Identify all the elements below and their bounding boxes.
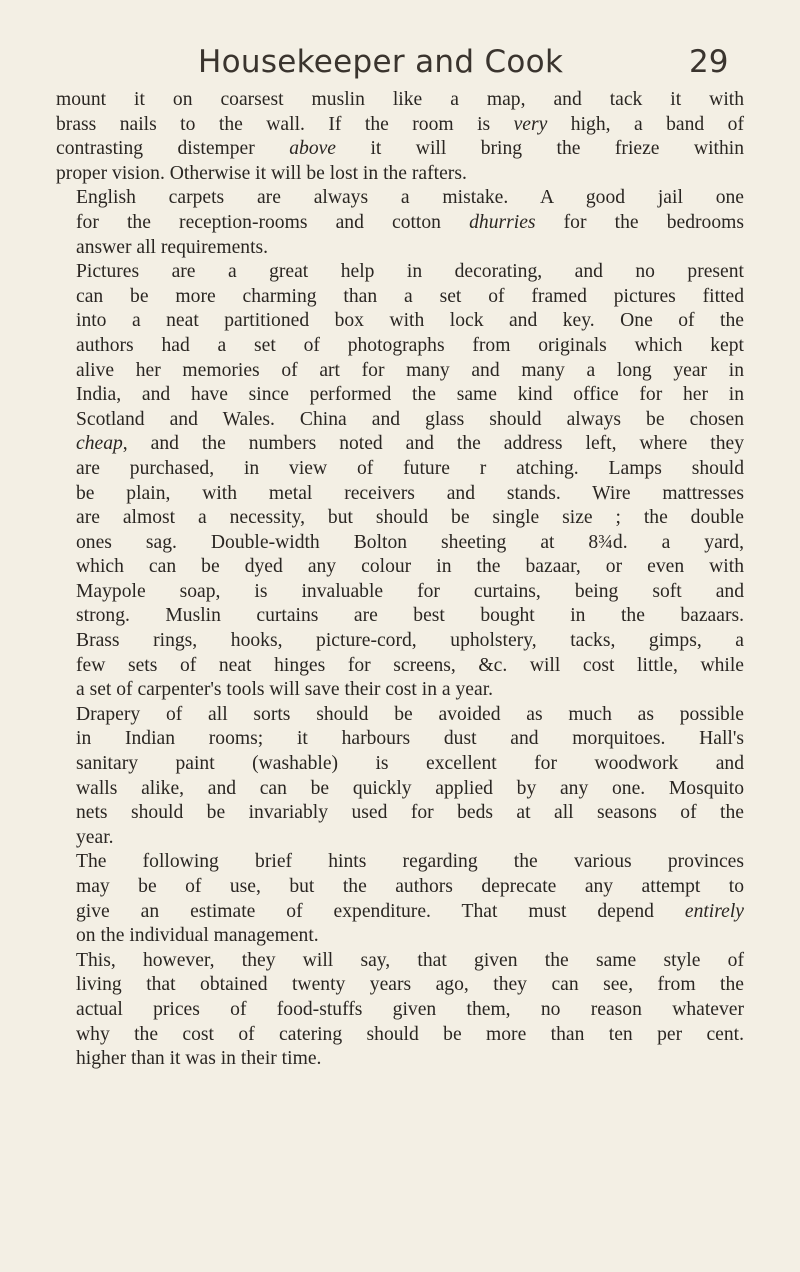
- text-line: alive her memories of art for many and many a long year in: [76, 359, 744, 381]
- text-line: mount it on coarsest muslin like a map, and tack it with: [56, 89, 744, 110]
- text-line: The following brief hints regarding the various provinces: [76, 851, 744, 873]
- text-line: may be of use, but the authors deprecate any attempt to: [76, 876, 744, 897]
- text-line: few sets of neat hinges for screens, &c. will cost little, while: [76, 654, 744, 676]
- text-line: are purchased, in view of future r atching. Lamps should: [76, 457, 744, 479]
- paragraph-provinces: [56, 850, 744, 948]
- text-line: why the cost of catering should be more than ten per cent.: [76, 1023, 744, 1045]
- running-title: Housekeeper and Cook: [198, 44, 564, 80]
- text-line: a set of carpenter's tools will save their cost in a year.: [76, 679, 494, 701]
- text-line: which can be dyed any colour in the bazaar, or even with: [76, 556, 744, 578]
- text-line: can be more charming than a set of framed pictures fitted: [76, 285, 744, 307]
- text-line: brass nails to the wall. If the room is very high, a band of: [56, 113, 744, 135]
- paragraph-carpet-hanging: [56, 88, 744, 186]
- text-line: authors had a set of photographs from originals which kept: [76, 334, 744, 356]
- text-line: strong. Muslin curtains are best bought in the bazaars.: [76, 605, 744, 627]
- text-line: on the individual management.: [76, 925, 319, 947]
- page-number: 29: [689, 44, 729, 80]
- text-line: This, however, they will say, that given the same style of: [76, 949, 744, 971]
- text-line: are almost a necessity, but should be single size ; the double: [76, 507, 744, 529]
- text-line: proper vision. Otherwise it will be lost in the rafters.: [56, 162, 467, 184]
- text-line: Brass rings, hooks, picture-cord, upholstery, tacks, gimps, a: [76, 630, 744, 652]
- text-line: walls alike, and can be quickly applied by any one. Mosquito: [76, 777, 744, 799]
- text-line: Scotland and Wales. China and glass should always be chosen: [76, 408, 744, 430]
- text-line: sanitary paint (washable) is excellent for woodwork and: [76, 753, 744, 775]
- text-line: living that obtained twenty years ago, they can see, from the: [76, 974, 744, 996]
- paragraph-catering-cost: [56, 949, 744, 1072]
- text-line: higher than it was in their time.: [76, 1048, 322, 1070]
- body-text: [56, 88, 744, 1072]
- text-line: ones sag. Double-width Bolton sheeting at 8¾d. a yard,: [76, 531, 744, 553]
- text-line: be plain, with metal receivers and stands. Wire mattresses: [76, 482, 744, 504]
- text-line: give an estimate of expenditure. That must depend entirely: [76, 900, 744, 922]
- text-line: nets should be invariably used for beds at all seasons of the: [76, 802, 744, 824]
- text-line: answer all requirements.: [76, 236, 269, 258]
- text-line: cheap, and the numbers noted and the address left, where they: [76, 433, 744, 455]
- text-line: Maypole soap, is invaluable for curtains, being soft and: [76, 580, 744, 602]
- text-line: year.: [76, 826, 114, 848]
- paragraph-pictures: [56, 260, 744, 703]
- running-head: [0, 44, 800, 90]
- text-line: for the reception-rooms and cotton dhurries for the bedrooms: [76, 211, 744, 233]
- text-line: actual prices of food-stuffs given them, no reason whatever: [76, 998, 744, 1020]
- text-line: in Indian rooms; it harbours dust and morquitoes. Hall's: [76, 728, 744, 750]
- paragraph-drapery: [56, 703, 744, 851]
- paragraph-carpets: [56, 186, 744, 260]
- text-line: contrasting distemper above it will bring the frieze within: [56, 138, 744, 160]
- text-line: English carpets are always a mistake. A good jail one: [76, 187, 744, 209]
- text-line: Pictures are a great help in decorating, and no present: [76, 261, 744, 283]
- text-line: into a neat partitioned box with lock and key. One of the: [76, 310, 744, 332]
- text-line: India, and have since performed the same kind office for her in: [76, 384, 744, 406]
- text-line: Drapery of all sorts should be avoided as much as possible: [76, 703, 744, 725]
